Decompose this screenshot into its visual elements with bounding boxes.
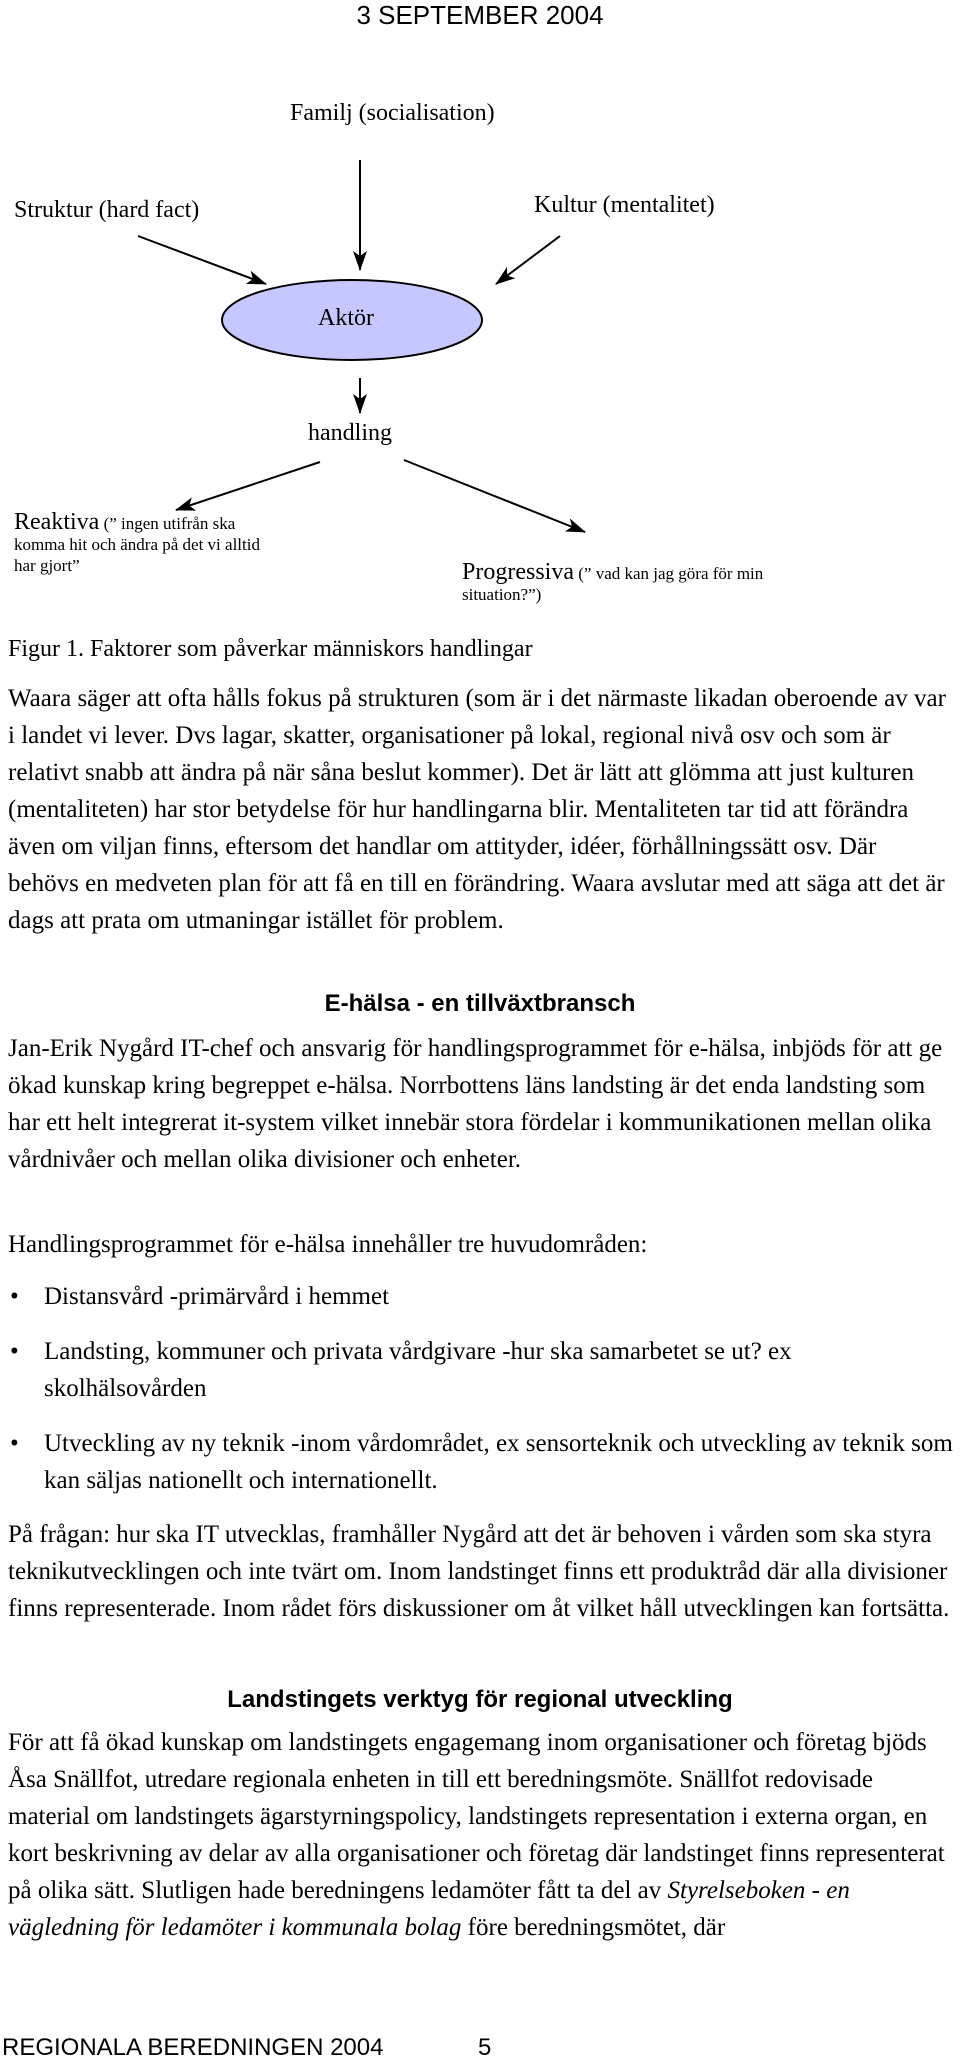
bullet-icon: •	[10, 1430, 19, 1457]
list-item: • Landsting, kommuner och privata vårdgivare -hur ska samarbetet se ut? ex skolhälsovården	[8, 1333, 953, 1407]
paragraph-waara	[8, 680, 953, 939]
action-label: handling	[308, 420, 392, 446]
section-heading-tools: Landstingets verktyg för regional utveckling	[227, 1686, 733, 1713]
page-number: 5	[478, 2034, 492, 2061]
structure-label: Struktur (hard fact)	[14, 197, 200, 223]
family-label: Familj (socialisation)	[290, 100, 495, 126]
culture-label: Kultur (mentalitet)	[534, 192, 715, 218]
arrow-structure-to-actor	[138, 236, 266, 284]
paragraph-text: Jan-Erik Nygård IT-chef och ansvarig för handlingsprogrammet för e-hälsa, inbjöds för att ge ökad kunskap kring begreppet e-hälsa. Norrbottens läns landsting är det enda landsting som har ett helt integrerat it-system vilket innebär stora fördelar i kommunikationen mellan olika vårdnivåer och mellan olika divisioner och enheter.	[8, 1035, 943, 1173]
actor-label: Aktör	[318, 305, 374, 331]
paragraph-text: Handlingsprogrammet för e-hälsa innehåller tre huvudområden:	[8, 1231, 648, 1258]
bullet-list-block	[8, 1278, 953, 1517]
reactive-title: Reaktiva	[14, 509, 100, 535]
paragraph-text: På frågan: hur ska IT utvecklas, framhåller Nygård att det är behoven i vården som ska styra teknikutvecklingen och inte tvärt om. Inom landstinget finns ett produktråd där alla divisioner finns representerade. Inom rådet förs diskussioner om åt vilket håll utvecklingen kan fortsätta.	[8, 1521, 950, 1622]
factor-diagram	[0, 100, 960, 660]
header-date: 3 SEPTEMBER 2004	[356, 0, 604, 30]
progressive-note: (” vad kan jag göra för min situation?”)	[462, 564, 764, 604]
publication-title: Styrelseboken - en vägledning för ledamöter i kommunala bolag	[8, 1877, 850, 1941]
paragraph-text: För att få ökad kunskap om landstingets engagemang inom organisationer och företag bjöds Åsa Snällfot, utredare regionala enheten in till ett beredningsmöte. Snällfot redovisade material om landstingets ägarstyrningspolicy, landstingets representation i externa organ, en kort beskrivning av delar av alla organisationer och företag där landstinget finns representerat på olika sätt. Slutligen hade beredningens ledamöter fått ta del av Styrelseboken - en vägledning för ledamöter i kommunala bolag före beredningsmötet, där	[8, 1729, 945, 1941]
paragraph-it-development	[8, 1516, 953, 1627]
figure-caption: Figur 1. Faktorer som påverkar människors handlingar	[8, 636, 533, 662]
list-item: • Distansvård -primärvård i hemmet	[8, 1278, 953, 1315]
section-heading-ehealth: E-hälsa - en tillväxtbransch	[324, 990, 636, 1017]
bullet-icon: •	[10, 1283, 19, 1310]
arrow-action-to-reactive	[176, 462, 320, 510]
progressive-outcome	[462, 559, 782, 605]
paragraph-program	[8, 1226, 953, 1263]
paragraph-snallfot	[8, 1724, 953, 1946]
arrow-culture-to-actor	[496, 236, 560, 284]
list-item: • Utveckling av ny teknik -inom vårdområdet, ex sensorteknik och utveckling av teknik som kan säljas nationellt och internationellt.	[8, 1425, 953, 1499]
reactive-outcome	[14, 509, 274, 576]
reactive-note: (” ingen utifrån ska komma hit och ändra på det vi alltid har gjort”	[14, 514, 260, 575]
bullet-icon: •	[10, 1338, 19, 1365]
arrow-action-to-progressive	[404, 460, 585, 532]
bullet-list	[8, 1278, 953, 1499]
footer-title: REGIONALA BEREDNINGEN 2004	[2, 2034, 384, 2061]
progressive-title: Progressiva	[462, 559, 574, 585]
paragraph-text: Waara säger att ofta hålls fokus på strukturen (som är i det närmaste likadan oberoende av var i landet vi lever. Dvs lagar, skatter, organisationer på lokal, regional nivå osv och som är relativt snabb att ändra på när såna beslut kommer). Det är lätt att glömma att just kulturen (mentaliteten) har stor betydelse för hur handlingarna blir. Mentaliteten tar tid att förändra även om viljan finns, eftersom det handlar om attityder, idéer, förhållningssätt osv. Där behövs en medveten plan för att få en till en förändring. Waara avslutar med att säga att det är dags att prata om utmaningar istället för problem.	[8, 685, 946, 934]
paragraph-nygard	[8, 1030, 953, 1178]
